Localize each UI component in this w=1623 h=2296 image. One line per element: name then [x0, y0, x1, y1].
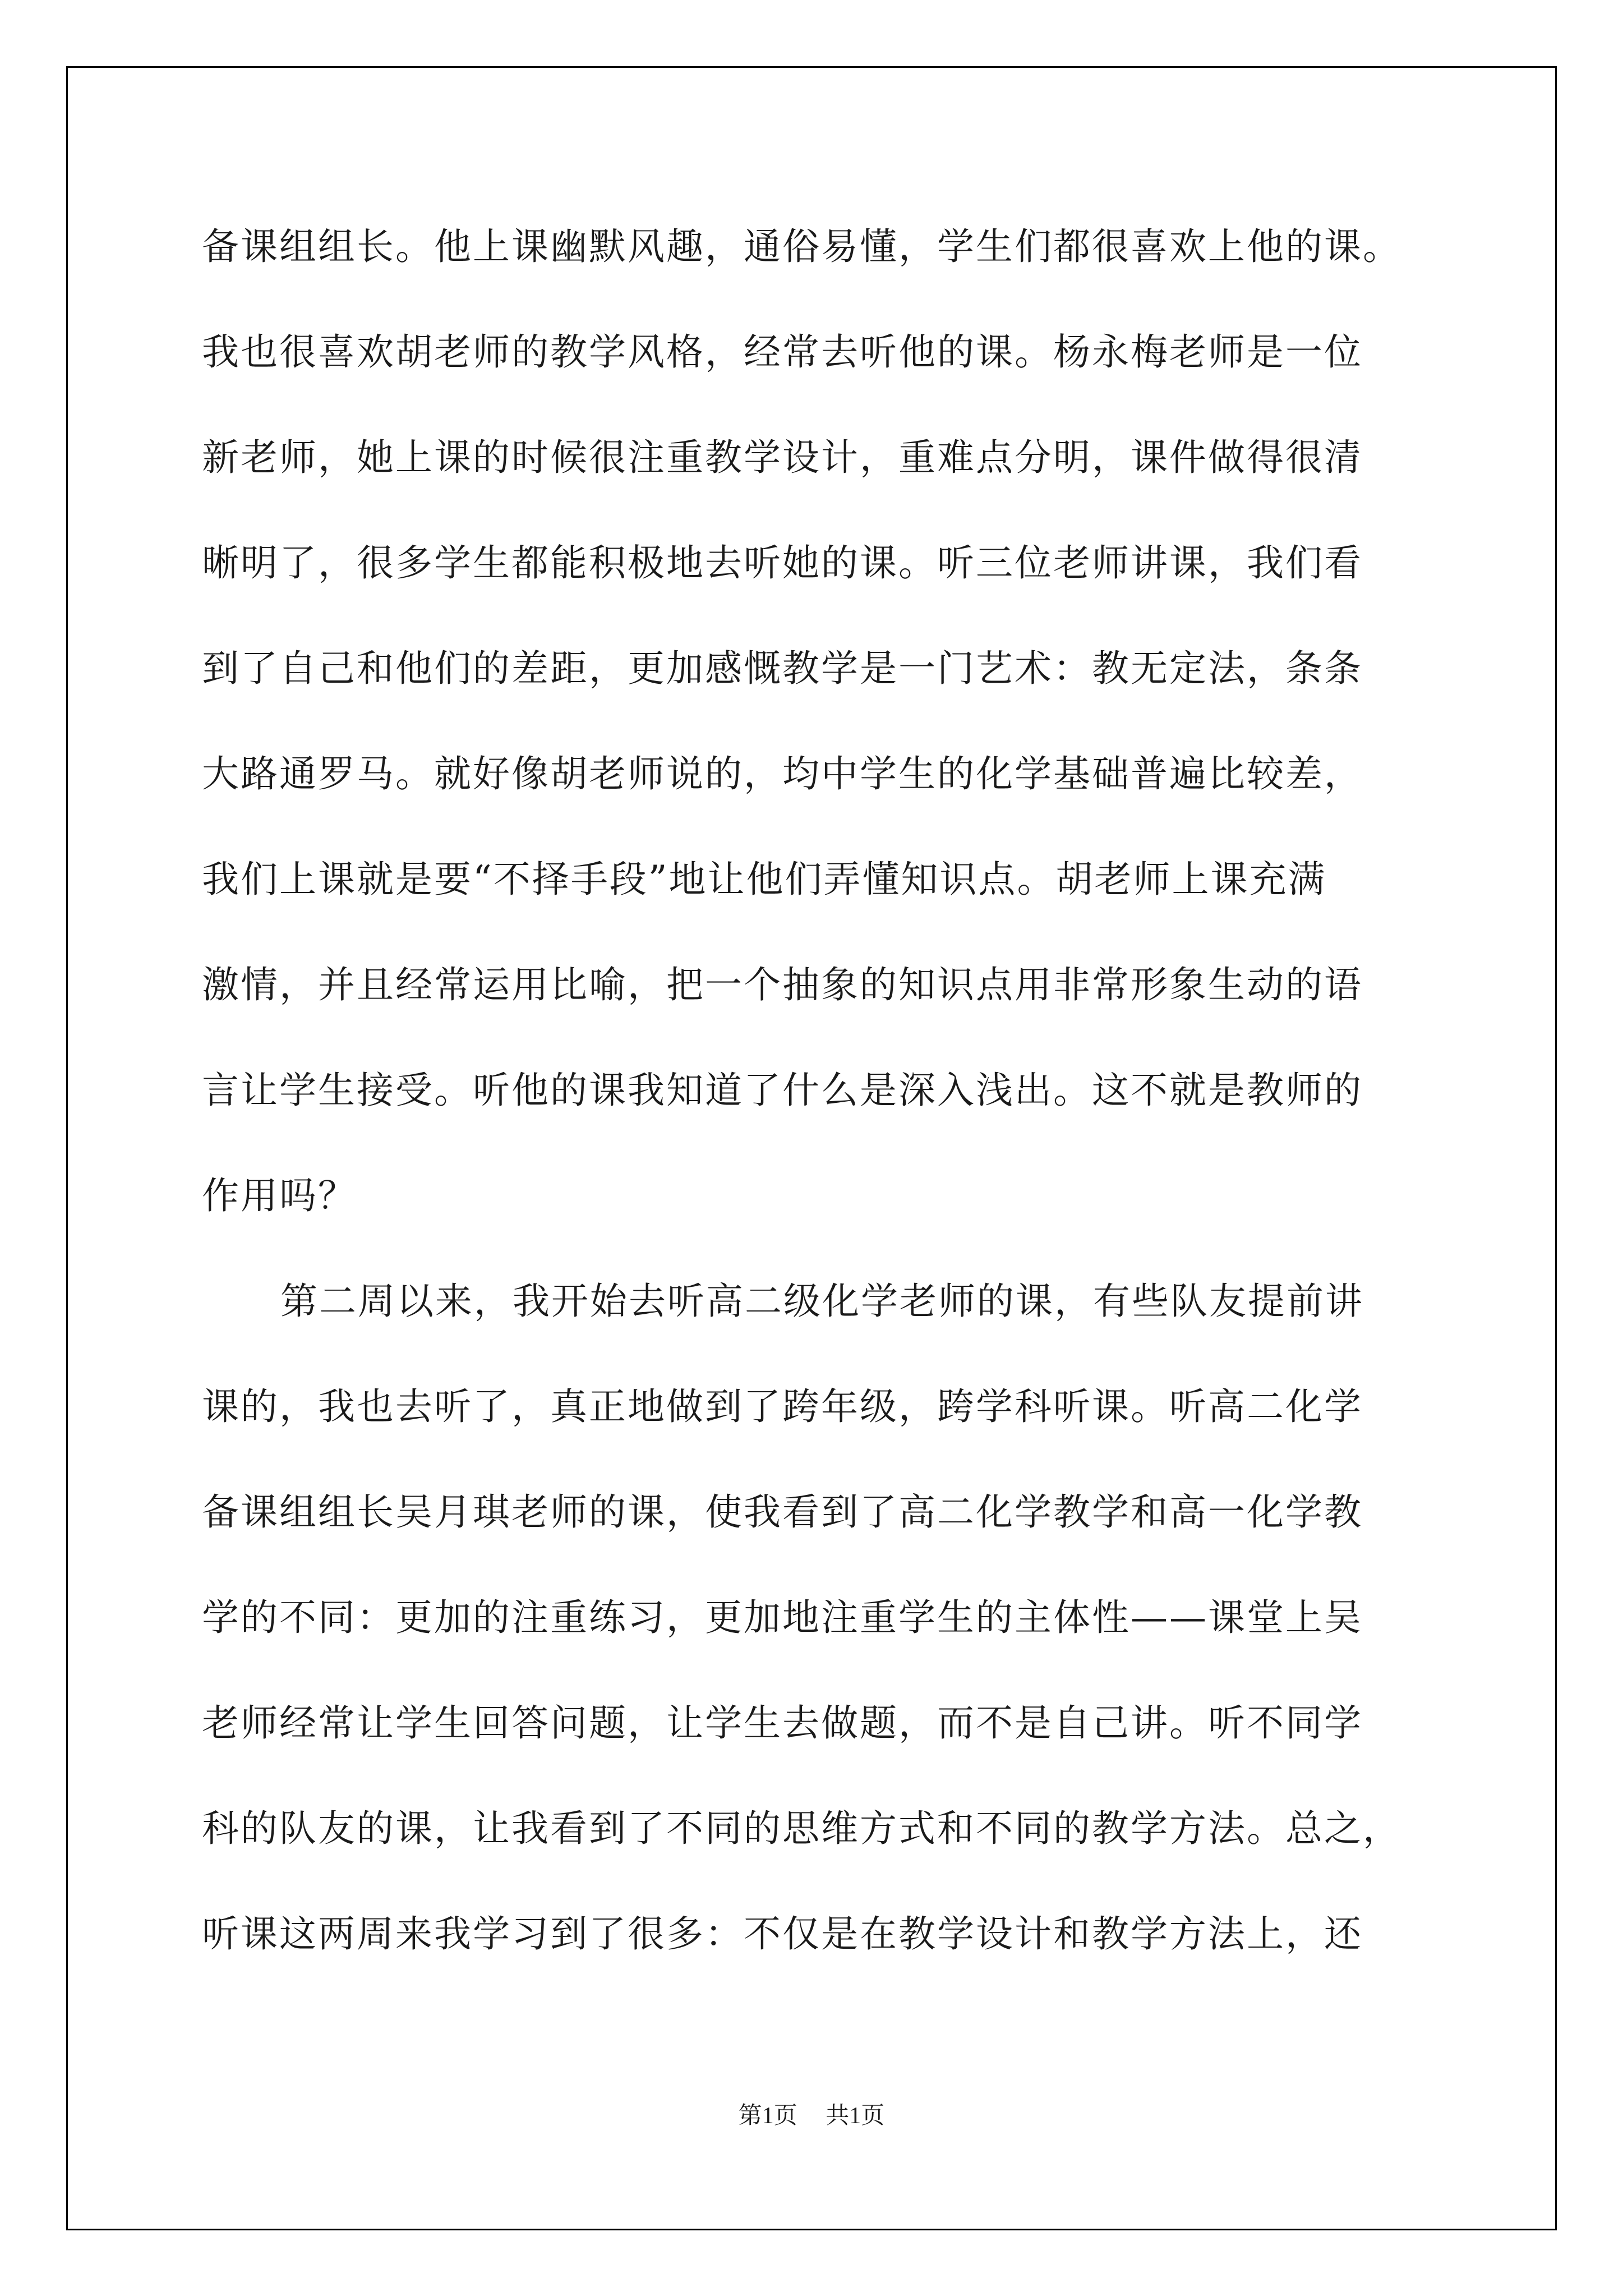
- text-line: 我们上课就是要“不择手段”地让他们弄懂知识点。胡老师上课充满: [202, 858, 1327, 901]
- text-line: 听课这两周来我学习到了很多：不仅是在教学设计和教学方法上，还: [202, 1912, 1363, 1955]
- body-text: [202, 194, 1436, 1987]
- page-footer: [0, 2097, 1623, 2131]
- page-total: 共1页: [826, 2103, 885, 2129]
- text-line: 作用吗？: [202, 1174, 357, 1217]
- text-line: 课的，我也去听了，真正地做到了跨年级，跨学科听课。听高二化学: [202, 1385, 1363, 1428]
- text-line: 大路通罗马。就好像胡老师说的，均中学生的化学基础普遍比较差，: [202, 752, 1363, 795]
- paragraph-start-line: 第二周以来，我开始去听高二级化学老师的课，有些队友提前讲: [280, 1280, 1364, 1323]
- text-line: 言让学生接受。听他的课我知道了什么是深入浅出。这不就是教师的: [202, 1069, 1363, 1112]
- text-line: 学的不同：更加的注重练习，更加地注重学生的主体性——课堂上吴: [202, 1596, 1363, 1639]
- text-line: 备课组组长吴月琪老师的课，使我看到了高二化学教学和高一化学教: [202, 1490, 1363, 1534]
- text-line: 晰明了，很多学生都能积极地去听她的课。听三位老师讲课，我们看: [202, 541, 1363, 585]
- text-line: 老师经常让学生回答问题，让学生去做题，而不是自己讲。听不同学: [202, 1701, 1363, 1745]
- text-line: 备课组组长。他上课幽默风趣，通俗易懂，学生们都很喜欢上他的课。: [202, 225, 1401, 268]
- text-line: 新老师，她上课的时候很注重教学设计，重难点分明，课件做得很清: [202, 436, 1363, 479]
- text-line: 到了自己和他们的差距，更加感慨教学是一门艺术：教无定法，条条: [202, 647, 1363, 690]
- text-line: 激情，并且经常运用比喻，把一个抽象的知识点用非常形象生动的语: [202, 963, 1363, 1006]
- text-line: 我也很喜欢胡老师的教学风格，经常去听他的课。杨永梅老师是一位: [202, 330, 1363, 374]
- text-line: 科的队友的课，让我看到了不同的思维方式和不同的教学方法。总之，: [202, 1807, 1401, 1850]
- page-number: 第1页: [738, 2103, 797, 2129]
